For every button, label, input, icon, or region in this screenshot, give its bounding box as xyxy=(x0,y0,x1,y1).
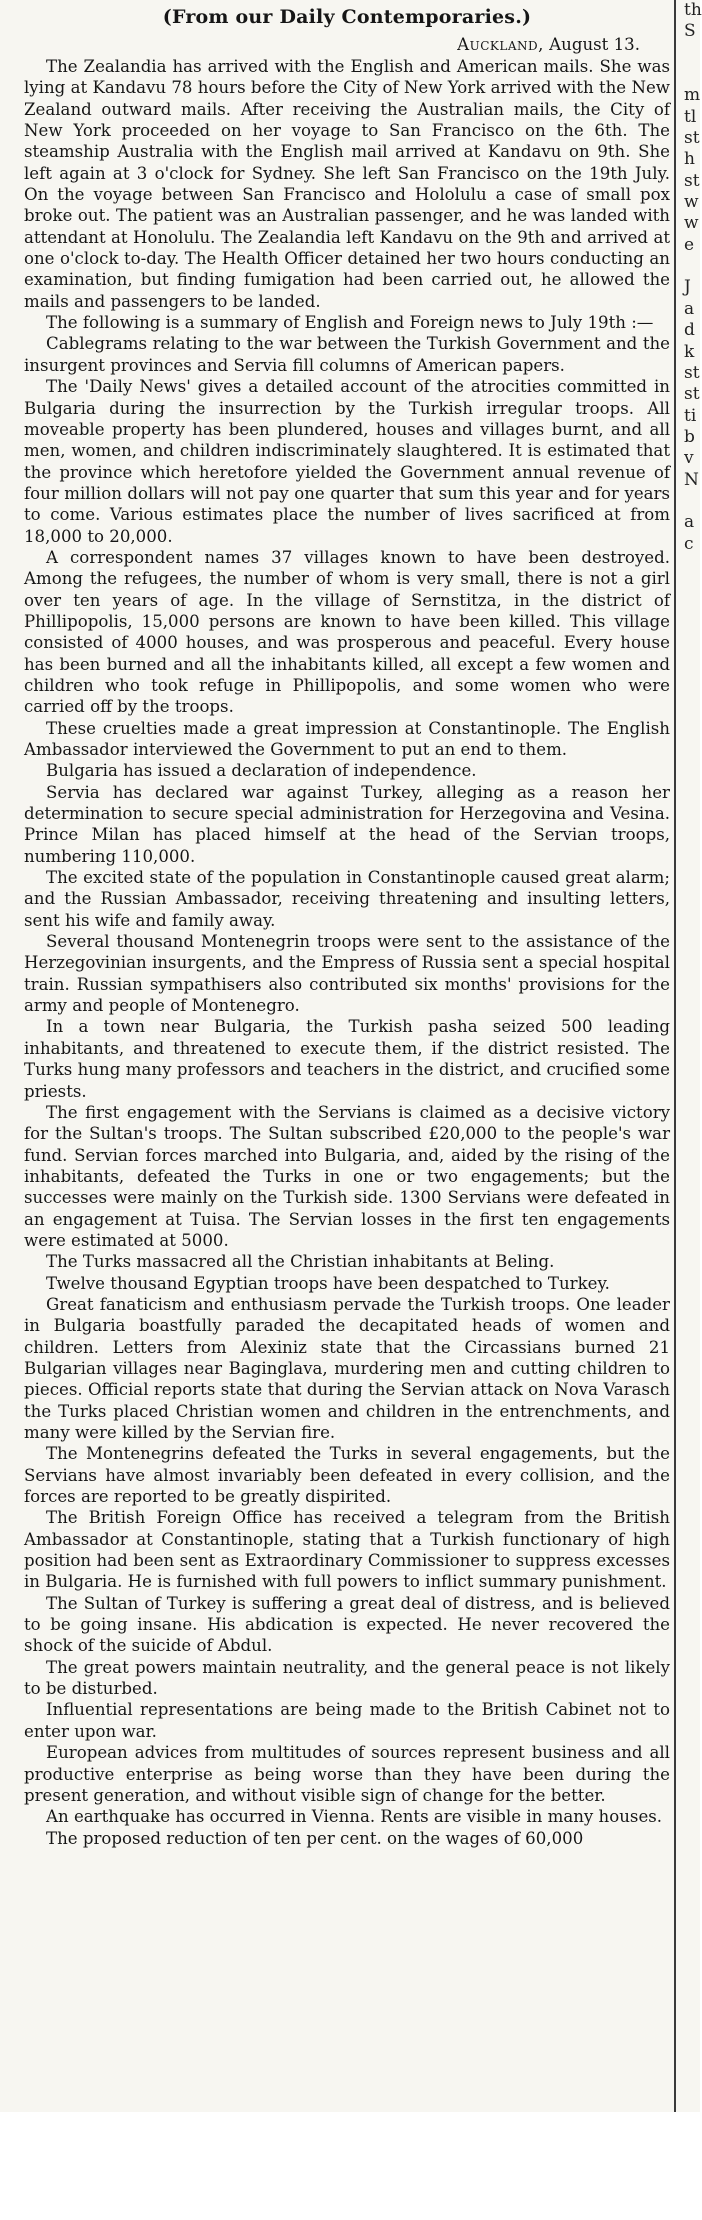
adjacent-column-fragment: d xyxy=(684,320,695,341)
adjacent-column-fragment xyxy=(684,2006,700,2027)
adjacent-column-fragment xyxy=(684,1131,700,1152)
adjacent-column-fragment: tl xyxy=(684,106,697,127)
adjacent-column-fragment xyxy=(684,1003,700,1024)
article-body xyxy=(24,56,670,1849)
adjacent-column-fragment xyxy=(684,1451,700,1472)
dateline-place: Auckland, xyxy=(457,35,544,54)
adjacent-column-fragment xyxy=(684,790,700,811)
adjacent-column-fragment: S xyxy=(684,21,696,42)
adjacent-column-fragment xyxy=(684,1750,700,1771)
article-paragraph: Cablegrams relating to the war between the Turkish Government and the insurgent provinces and Servia fill columns of American papers. xyxy=(24,334,670,375)
adjacent-column-fragment xyxy=(684,43,700,64)
adjacent-column-fragment xyxy=(684,896,700,917)
adjacent-column-fragment xyxy=(684,1985,700,2006)
adjacent-column-fragment xyxy=(684,1622,700,1643)
article-paragraph: Great fanaticism and enthusiasm pervade the Turkish troops. One leader in Bulgaria boastfully paraded the decapitated heads of women and children. Letters from Alexiniz state that the Circassians burned 21 Bulgarian villages near Baginglava, murdering men and cutting children to pieces. Official reports state that during the Servian attack on Nova Varasch the Turks placed Christian women and children in the entrenchments, and many were killed by the Servian fire. xyxy=(24,1294,670,1442)
adjacent-column-fragment xyxy=(684,1494,700,1515)
adjacent-column-fragment xyxy=(684,1387,700,1408)
adjacent-column-fragment: ti xyxy=(684,405,697,426)
adjacent-column-fragment xyxy=(684,1302,700,1323)
article-paragraph: The great powers maintain neutrality, and the general peace is not likely to be disturbed. xyxy=(24,1657,670,1699)
adjacent-column-fragment xyxy=(684,2113,700,2134)
adjacent-column-fragment xyxy=(684,1900,700,1921)
adjacent-column-fragment xyxy=(684,1025,700,1046)
adjacent-column-fragment: h xyxy=(684,149,695,170)
adjacent-column-fragment xyxy=(684,1259,700,1280)
adjacent-column-fragment xyxy=(684,1323,700,1344)
adjacent-column-fragment: a xyxy=(684,298,695,319)
adjacent-column-fragment xyxy=(684,2028,700,2049)
article-paragraph: The Turks massacred all the Christian inhabitants at Beling. xyxy=(46,1252,555,1272)
column-rule xyxy=(674,0,676,2112)
adjacent-column-fragment xyxy=(684,1878,700,1899)
adjacent-column-fragment xyxy=(684,768,700,789)
adjacent-column-fragment xyxy=(684,1772,700,1793)
adjacent-column-fragment xyxy=(684,64,700,85)
adjacent-column-fragment xyxy=(684,1558,700,1579)
adjacent-column-fragment xyxy=(684,1814,700,1835)
adjacent-column-fragment xyxy=(684,1409,700,1430)
adjacent-column-fragment xyxy=(684,747,700,768)
adjacent-column-fragment: w xyxy=(684,213,699,234)
adjacent-column-fragment xyxy=(684,1430,700,1451)
adjacent-column-fragment xyxy=(684,704,700,725)
article-paragraph: Servia has declared war against Turkey, alleging as a reason her determination to secure special administration for Herzegovina and Vesina. Prince Milan has placed himself at the head of the Servian troops, numbering 110,000. xyxy=(24,782,670,866)
adjacent-column-fragment xyxy=(684,662,700,683)
adjacent-column-fragment xyxy=(684,832,700,853)
adjacent-column-fragment xyxy=(684,1964,700,1985)
adjacent-column-fragment xyxy=(684,982,700,1003)
adjacent-column-fragment: th xyxy=(684,0,702,20)
adjacent-column-fragment xyxy=(684,1942,700,1963)
article-paragraph: The Zealandia has arrived with the English and American mails. She was lying at Kandavu 78 hours before the City of New York arrived with the New Zealand outward mails. After receiving the Australian mails, the City of New York proceeded on her voyage to San Francisco on the 6th. The steamship Australia with the English mail arrived at Kandavu on 9th. She left again at 3 o'clock for Sydney. She left San Francisco on the 19th July. On the voyage between San Francisco and Hololulu a case of small pox broke out. The patient was an Australian passenger, and he was landed with attendant at Honolulu. The Zealandia left Kandavu on the 9th and arrived at one o'clock to-day. The Health Officer detained her two hours conducting an examination, but finding fumigation had been carried out, he allowed the mails and passengers to be landed. xyxy=(24,57,670,311)
adjacent-column-fragment xyxy=(684,1110,700,1131)
adjacent-column-fragment: k xyxy=(684,341,695,362)
article-paragraph: The proposed reduction of ten per cent. on the wages of 60,000 xyxy=(46,1828,584,1848)
adjacent-column-fragment xyxy=(684,1665,700,1686)
adjacent-column-fragment xyxy=(684,1473,700,1494)
adjacent-column-fragment: m xyxy=(684,85,701,106)
adjacent-column-fragment xyxy=(684,555,700,576)
adjacent-column-fragment xyxy=(684,1579,700,1600)
adjacent-column-fragment xyxy=(684,1857,700,1878)
adjacent-column-fragment xyxy=(684,960,700,981)
dateline xyxy=(24,34,670,56)
article-paragraph: Several thousand Montenegrin troops were sent to the assistance of the Herzegovinian insurgents, and the Empress of Russia sent a special hospital train. Russian sympathisers also contributed six months' provisions for the army and people of Montenegro. xyxy=(24,932,670,1016)
adjacent-column-fragment xyxy=(684,1174,700,1195)
adjacent-column-fragment xyxy=(684,854,700,875)
article-paragraph: These cruelties made a great impression at Constantinople. The English Ambassador interviewed the Government to put an end to them. xyxy=(24,718,670,759)
adjacent-column-fragment: st xyxy=(684,128,700,149)
article-paragraph: Influential representations are being made to the British Cabinet not to enter upon war. xyxy=(24,1700,670,1741)
adjacent-column-fragment xyxy=(684,939,700,960)
adjacent-column-edge xyxy=(684,0,700,2112)
adjacent-column-fragment xyxy=(684,1537,700,1558)
adjacent-column-fragment xyxy=(684,2092,700,2113)
adjacent-column-fragment: v xyxy=(684,448,694,469)
adjacent-column-fragment xyxy=(684,1153,700,1174)
article-column xyxy=(24,4,670,1849)
adjacent-column-fragment: e xyxy=(684,234,695,255)
adjacent-column-fragment xyxy=(684,1601,700,1622)
adjacent-column-fragment xyxy=(684,256,700,277)
article-paragraph: An earthquake has occurred in Vienna. Rents are visible in many houses. xyxy=(46,1807,663,1827)
section-heading: (From our Daily Contemporaries.) xyxy=(162,6,532,28)
adjacent-column-fragment: w xyxy=(684,192,699,213)
adjacent-column-fragment xyxy=(684,1686,700,1707)
article-paragraph: The following is a summary of English and Foreign news to July 19th :— xyxy=(46,313,654,333)
adjacent-column-fragment xyxy=(684,1089,700,1110)
article-paragraph: A correspondent names 37 villages known to have been destroyed. Among the refugees, the number of whom is very small, there is not a girl over ten years of age. In the village of Sernstitza, in the district of Phillipopolis, 15,000 persons are known to have been killed. This village consisted of 4000 houses, and was prosperous and peaceful. Every house has been burned and all the inhabitants killed, all except a few women and children who took refuge in Phillipopolis, and some women who were carried off by the troops. xyxy=(24,547,670,717)
article-paragraph: The excited state of the population in Constantinople caused great alarm; and the Russian Ambassador, receiving threatening and insulting letters, sent his wife and family away. xyxy=(24,868,670,930)
article-paragraph: The British Foreign Office has received a telegram from the British Ambassador at Constantinople, stating that a Turkish functionary of high position had been sent as Extraordinary Commissioner to suppress excesses in Bulgaria. He is furnished with full powers to inflict summary punishment. xyxy=(24,1508,670,1592)
article-paragraph: Bulgaria has issued a declaration of independence. xyxy=(46,761,477,781)
adjacent-column-fragment: J xyxy=(684,277,691,298)
adjacent-column-fragment xyxy=(684,1281,700,1302)
adjacent-column-fragment xyxy=(684,598,700,619)
article-paragraph: The Montenegrins defeated the Turks in several engagements, but the Servians have almost invariably been defeated in every collision, and the forces are reported to be greatly dispirited. xyxy=(24,1444,670,1507)
adjacent-column-fragment xyxy=(684,1515,700,1536)
adjacent-column-fragment xyxy=(684,918,700,939)
adjacent-column-fragment: c xyxy=(684,533,694,554)
adjacent-column-fragment xyxy=(684,1046,700,1067)
adjacent-column-fragment xyxy=(684,726,700,747)
adjacent-column-fragment xyxy=(684,1836,700,1857)
adjacent-column-fragment xyxy=(684,491,700,512)
article-paragraph: Twelve thousand Egyptian troops have been despatched to Turkey. xyxy=(46,1273,610,1293)
adjacent-column-fragment xyxy=(684,1366,700,1387)
adjacent-column-fragment xyxy=(684,2070,700,2091)
adjacent-column-fragment xyxy=(684,683,700,704)
adjacent-column-fragment xyxy=(684,1921,700,1942)
adjacent-column-fragment xyxy=(684,1195,700,1216)
adjacent-column-fragment xyxy=(684,2134,700,2155)
adjacent-column-fragment xyxy=(684,1067,700,1088)
adjacent-column-fragment xyxy=(684,1793,700,1814)
adjacent-column-fragment: st xyxy=(684,362,700,383)
adjacent-column-fragment xyxy=(684,1345,700,1366)
adjacent-column-fragment: b xyxy=(684,426,695,447)
adjacent-column-fragment xyxy=(684,2198,700,2219)
adjacent-column-fragment xyxy=(684,1729,700,1750)
adjacent-column-fragment xyxy=(684,2156,700,2177)
adjacent-column-fragment xyxy=(684,875,700,896)
article-paragraph: The first engagement with the Servians is claimed as a decisive victory for the Sultan's troops. The Sultan subscribed £20,000 to the people's war fund. Servian forces marched into Bulgaria, and, aided by the rising of the inhabitants, defeated the Turks in one or two engagements; but the successes were mainly on the Turkish side. 1300 Servians were defeated in an engagement at Tuisa. The Servian losses in the first ten engagements were estimated at 5000. xyxy=(24,1102,670,1250)
adjacent-column-fragment xyxy=(684,2049,700,2070)
adjacent-column-fragment xyxy=(684,640,700,661)
adjacent-column-fragment: st xyxy=(684,170,700,191)
dateline-date: August 13. xyxy=(549,35,640,54)
adjacent-column-fragment: st xyxy=(684,384,700,405)
adjacent-column-fragment xyxy=(684,811,700,832)
adjacent-column-fragment xyxy=(684,1708,700,1729)
adjacent-column-fragment xyxy=(684,1217,700,1238)
article-paragraph: The 'Daily News' gives a detailed account of the atrocities committed in Bulgaria during the insurrection by the Turkish irregular troops. All moveable property has been plundered, houses and villages burnt, and all men, women, and children indiscriminately slaughtered. It is estimated that the province which heretofore yielded the Government annual revenue of four million dollars will not pay one quarter that sum this year and for years to come. Various estimates place the number of lives sacrificed at from 18,000 to 20,000. xyxy=(24,377,670,546)
adjacent-column-fragment xyxy=(684,619,700,640)
adjacent-column-fragment xyxy=(684,2177,700,2198)
adjacent-column-fragment xyxy=(684,1238,700,1259)
adjacent-column-fragment xyxy=(684,576,700,597)
adjacent-column-fragment xyxy=(684,1643,700,1664)
article-paragraph: The Sultan of Turkey is suffering a great deal of distress, and is believed to be going insane. His abdication is expected. He never recovered the shock of the suicide of Abdul. xyxy=(24,1593,670,1656)
article-paragraph: In a town near Bulgaria, the Turkish pasha seized 500 leading inhabitants, and threatened to execute them, if the district resisted. The Turks hung many professors and teachers in the district, and crucified some priests. xyxy=(24,1017,670,1101)
adjacent-column-fragment: N xyxy=(684,469,699,490)
article-paragraph: European advices from multitudes of sources represent business and all productive enterprise as being worse than they have been during the present generation, and without visible sign of change for the better. xyxy=(24,1743,670,1805)
adjacent-column-fragment: a xyxy=(684,512,695,533)
